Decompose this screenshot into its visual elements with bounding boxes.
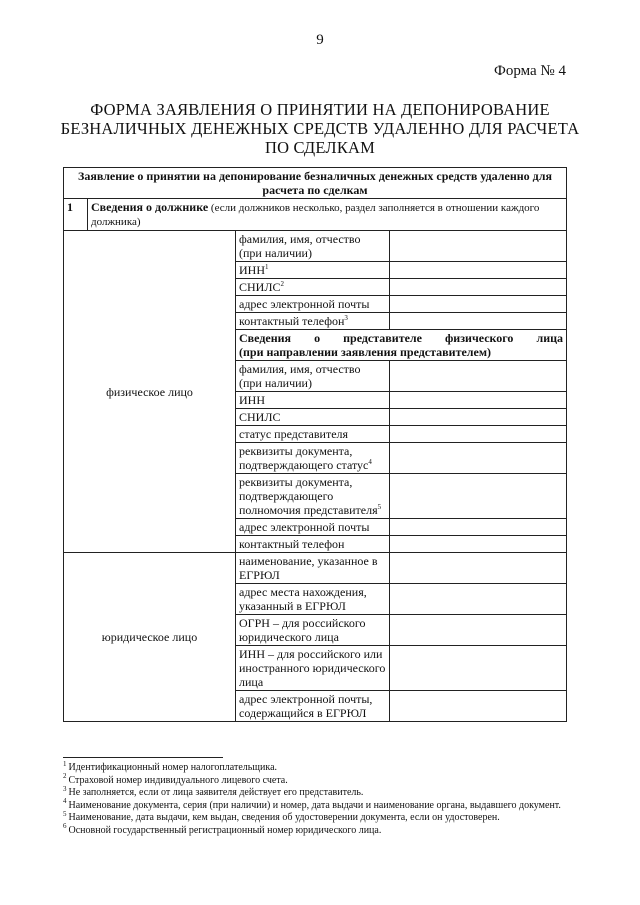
field-label-text: контактный телефон <box>239 314 345 328</box>
field-value-cell[interactable] <box>390 296 567 313</box>
field-label-text: реквизиты документа, подтверждающего полномочия представителя <box>239 475 378 517</box>
field-value-cell[interactable] <box>390 361 567 392</box>
table-header: Заявление о принятии на депонирование безналичных денежных средств удаленно для расчета по сделкам <box>64 168 567 199</box>
footnote <box>63 772 573 788</box>
title-line: ПО СДЕЛКАМ <box>264 138 376 157</box>
section-row <box>64 199 567 231</box>
footnote-number: 1 <box>63 759 67 768</box>
footnote-text: Основной государственный регистрационный номер юридического лица. <box>68 824 382 836</box>
footnote-ref: 1 <box>265 263 269 271</box>
field-label <box>236 519 390 536</box>
field-label <box>236 279 390 296</box>
table-row <box>64 553 567 584</box>
field-label-text: адрес электронной почты <box>239 520 370 534</box>
field-label <box>236 615 390 646</box>
field-label-text: адрес электронной почты, содержащийся в ЕГРЮЛ <box>239 692 373 720</box>
field-label-text: ИНН <box>239 393 265 407</box>
footnote-text: Страховой номер индивидуального лицевого счета. <box>68 774 288 786</box>
footnote-ref: 3 <box>344 314 348 322</box>
footnote-ref: 2 <box>280 280 284 288</box>
field-label <box>236 474 390 519</box>
field-label <box>236 409 390 426</box>
field-value-cell[interactable] <box>390 409 567 426</box>
field-label <box>236 443 390 474</box>
form-number: Форма № 4 <box>494 63 566 79</box>
field-value-cell[interactable] <box>390 443 567 474</box>
footnote-number: 6 <box>63 822 67 831</box>
field-label-text: наименование, указанное в ЕГРЮЛ <box>239 554 378 582</box>
field-value-cell[interactable] <box>390 615 567 646</box>
field-value-cell[interactable] <box>390 536 567 553</box>
field-label <box>236 646 390 691</box>
section-note: (если должников несколько, раздел заполняется в отношении каждого должника) <box>91 202 540 228</box>
footnote-number: 4 <box>63 797 67 806</box>
field-label <box>236 584 390 615</box>
field-label-text: фамилия, имя, отчество (при наличии) <box>239 232 361 260</box>
field-value-cell[interactable] <box>390 691 567 722</box>
field-label <box>236 553 390 584</box>
footnote <box>63 784 573 800</box>
field-label <box>236 231 390 262</box>
field-label <box>236 426 390 443</box>
field-value-cell[interactable] <box>390 519 567 536</box>
footnote-text: Не заполняется, если от лица заявителя действует его представитель. <box>68 787 364 798</box>
field-label-text: адрес электронной почты <box>239 297 370 311</box>
footnote-ref: 5 <box>377 503 382 511</box>
field-label <box>236 262 390 279</box>
field-label-text: СНИЛС <box>239 280 281 294</box>
footnote-text: Наименование документа, серия (при наличии) и номер, дата выдачи и наименование органа, выдавшего документ. <box>68 799 561 811</box>
field-label-text: ИНН – для российского или иностранного юридического лица <box>239 647 386 689</box>
representative-subtitle: (при направлении заявления представителем) <box>239 345 492 359</box>
field-label-text: статус представителя <box>239 427 349 441</box>
field-label-text: ИНН <box>239 263 265 277</box>
title-line: БЕЗНАЛИЧНЫХ ДЕНЕЖНЫХ СРЕДСТВ УДАЛЕННО ДЛЯ РАСЧЕТА <box>60 119 580 138</box>
footnote <box>63 797 573 813</box>
document-title <box>60 100 580 157</box>
individual-label: физическое лицо <box>64 231 236 553</box>
table-header-row <box>64 168 567 199</box>
footnote-ref: 4 <box>368 458 372 466</box>
field-value-cell[interactable] <box>390 231 567 262</box>
field-value-cell[interactable] <box>390 426 567 443</box>
field-value-cell[interactable] <box>390 584 567 615</box>
page-number: 9 <box>316 32 324 48</box>
field-label-text: адрес места нахождения, указанный в ЕГРЮЛ <box>239 585 367 613</box>
field-value-cell[interactable] <box>390 313 567 330</box>
legal-entity-label: юридическое лицо <box>64 553 236 722</box>
field-label <box>236 691 390 722</box>
field-label-text: ОГРН – для российского юридического лица <box>239 616 366 644</box>
field-label-text: фамилия, имя, отчество (при наличии) <box>239 362 361 390</box>
footnote <box>63 759 573 775</box>
section-title: Сведения о должнике <box>91 200 209 214</box>
field-label-text: реквизиты документа, подтверждающего статус <box>239 444 369 472</box>
footnote-text: Идентификационный номер налогоплательщика. <box>68 762 278 773</box>
representative-title: Сведения о представителе физического лица <box>239 331 564 345</box>
field-value-cell[interactable] <box>390 553 567 584</box>
footnote <box>63 809 573 825</box>
representative-heading <box>236 330 567 361</box>
title-line: ФОРМА ЗАЯВЛЕНИЯ О ПРИНЯТИИ НА ДЕПОНИРОВАНИЕ <box>90 100 550 119</box>
field-label <box>236 392 390 409</box>
application-form-table <box>63 167 567 722</box>
field-label <box>236 361 390 392</box>
field-value-cell[interactable] <box>390 646 567 691</box>
field-label <box>236 296 390 313</box>
field-label-text: контактный телефон <box>239 537 345 551</box>
field-label-text: СНИЛС <box>239 410 281 424</box>
footnote-number: 5 <box>63 809 67 818</box>
field-label <box>236 313 390 330</box>
footnotes <box>63 759 573 837</box>
footnote-number: 3 <box>63 784 67 793</box>
field-label <box>236 536 390 553</box>
field-value-cell[interactable] <box>390 392 567 409</box>
footnote-text: Наименование, дата выдачи, кем выдан, сведения об удостоверении документа, если он удостоверен. <box>68 812 500 823</box>
section-heading <box>88 199 567 231</box>
footnote <box>63 822 573 838</box>
footnote-separator <box>63 757 223 758</box>
field-value-cell[interactable] <box>390 279 567 296</box>
table-row <box>64 231 567 262</box>
footnote-number: 2 <box>63 772 67 781</box>
section-number: 1 <box>64 199 88 231</box>
field-value-cell[interactable] <box>390 262 567 279</box>
field-value-cell[interactable] <box>390 474 567 519</box>
